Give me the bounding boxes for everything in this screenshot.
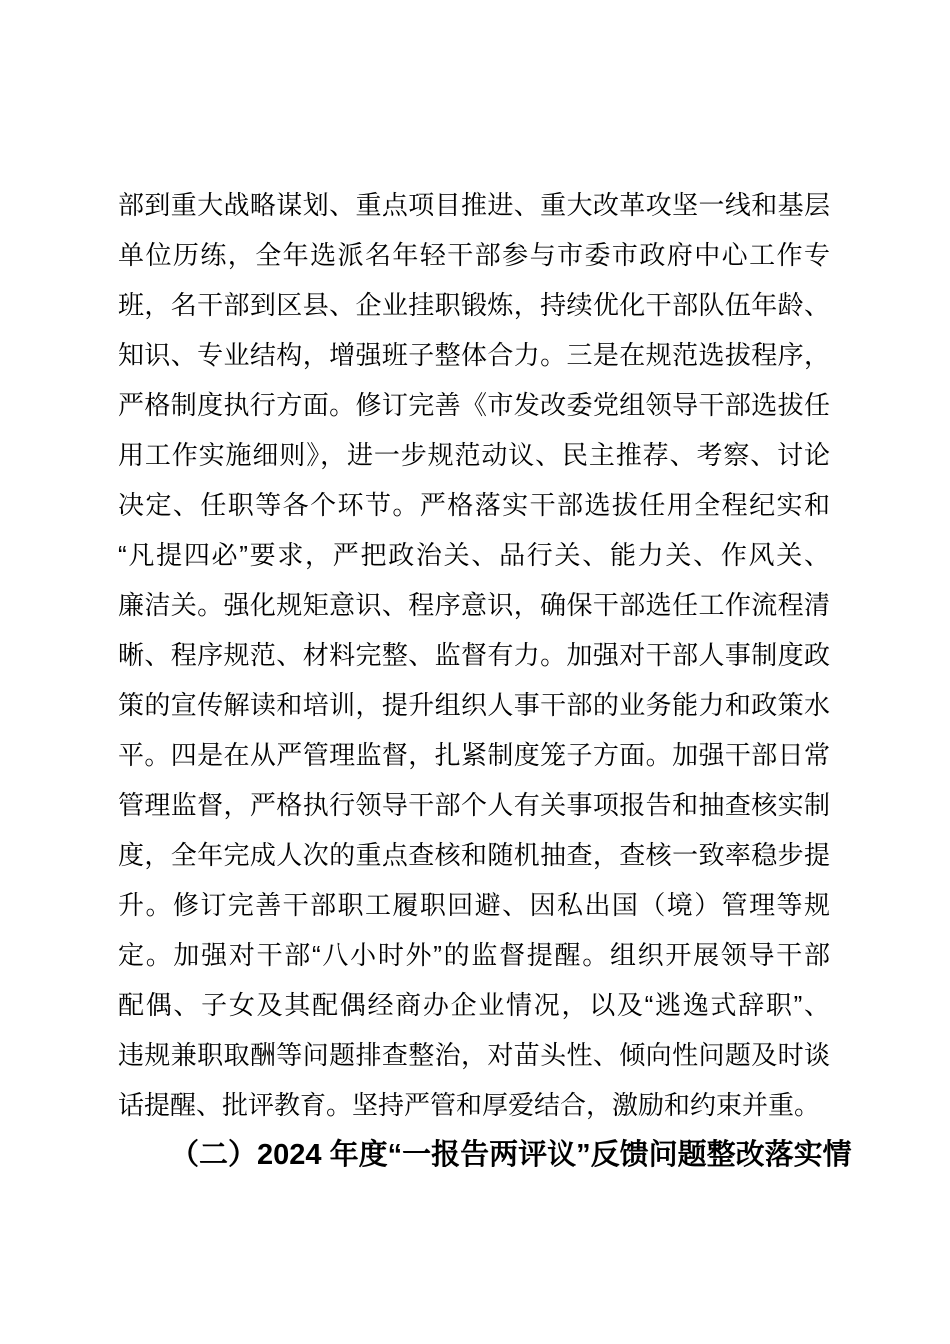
body-text-line: 配偶、子女及其配偶经商办企业情况，以及“逃逸式辞职”、 xyxy=(118,990,830,1020)
body-text-line: 策的宣传解读和培训，提升组织人事干部的业务能力和政策水 xyxy=(118,690,830,720)
body-text-line: 廉洁关。强化规矩意识、程序意识，确保干部选任工作流程清 xyxy=(118,590,830,620)
body-text-line: 话提醒、批评教育。坚持严管和厚爱结合，激励和约束并重。 xyxy=(118,1090,821,1120)
body-text-line: 定。加强对干部“八小时外”的监督提醒。组织开展领导干部 xyxy=(118,940,830,970)
paragraph-body xyxy=(118,180,830,1130)
document-text-block xyxy=(118,180,852,1180)
body-text-line: 升。修订完善干部职工履职回避、因私出国（境）管理等规 xyxy=(118,890,830,920)
body-text-line: 单位历练，全年选派名年轻干部参与市委市政府中心工作专 xyxy=(118,240,830,270)
body-text-line: 知识、专业结构，增强班子整体合力。三是在规范选拔程序， xyxy=(118,340,830,370)
body-text-line: 晰、程序规范、材料完整、监督有力。加强对干部人事制度政 xyxy=(118,640,830,670)
body-text-line: 用工作实施细则》，进一步规范动议、民主推荐、考察、讨论 xyxy=(118,440,830,470)
body-text-line: 度，全年完成人次的重点查核和随机抽查，查核一致率稳步提 xyxy=(118,840,830,870)
body-text-line: “凡提四必”要求，严把政治关、品行关、能力关、作风关、 xyxy=(118,540,830,570)
body-text-line: 严格制度执行方面。修订完善《市发改委党组领导干部选拔任 xyxy=(118,390,830,420)
body-text-line: 违规兼职取酬等问题排查整治，对苗头性、倾向性问题及时谈 xyxy=(118,1040,830,1070)
body-text-line: 平。四是在从严管理监督，扎紧制度笼子方面。加强干部日常 xyxy=(118,740,830,770)
body-text-line: 班，名干部到区县、企业挂职锻炼，持续优化干部队伍年龄、 xyxy=(118,290,830,320)
body-text-line: 部到重大战略谋划、重点项目推进、重大改革攻坚一线和基层 xyxy=(118,190,830,220)
body-text-line: 管理监督，严格执行领导干部个人有关事项报告和抽查核实制 xyxy=(118,790,830,820)
section-heading: （二）2024 年度“一报告两评议”反馈问题整改落实情 xyxy=(170,1139,852,1171)
body-text-line: 决定、任职等各个环节。严格落实干部选拔任用全程纪实和 xyxy=(118,490,830,520)
